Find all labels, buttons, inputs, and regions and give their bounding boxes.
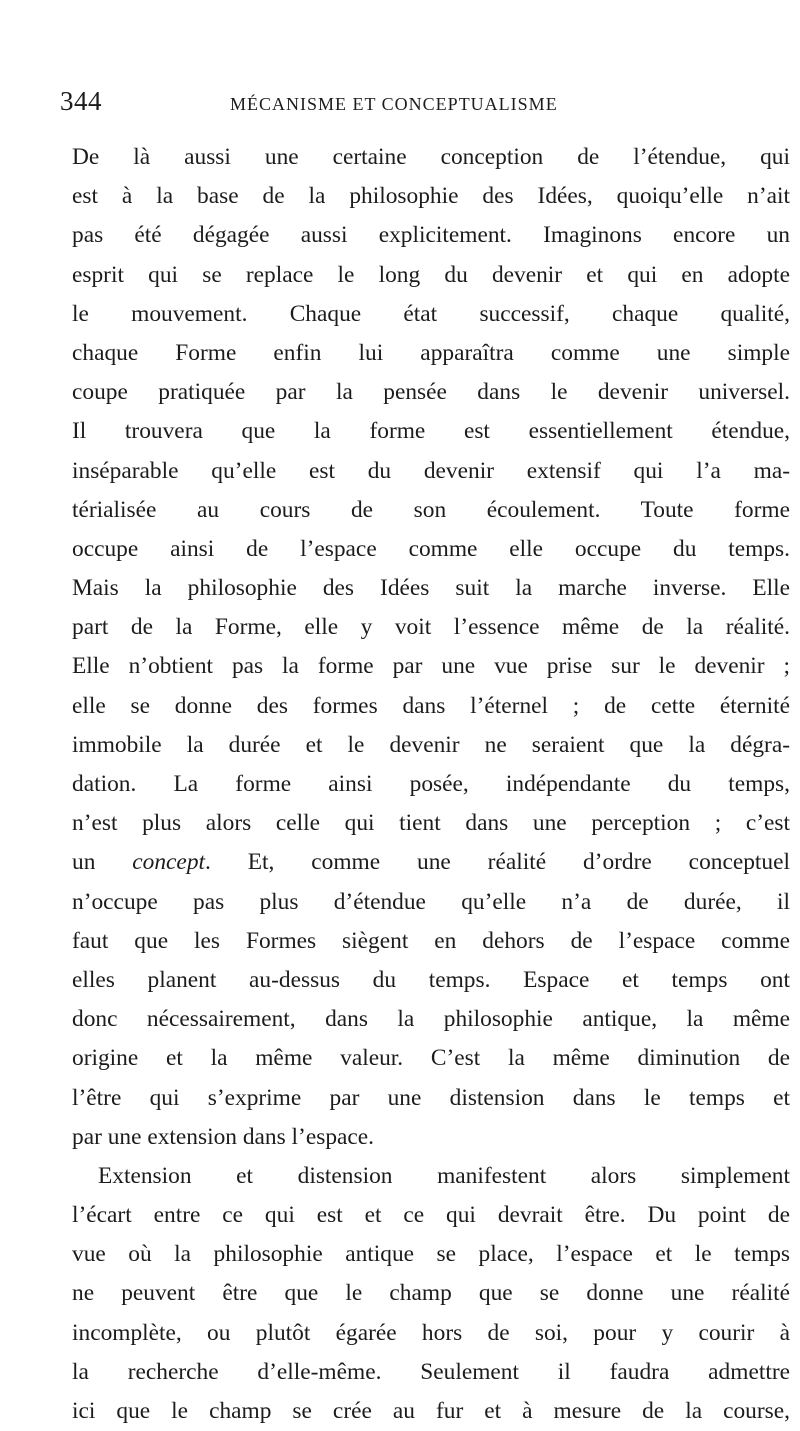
text-line: Elle n’obtient pas la forme par une vue prise sur le devenir ; <box>72 653 790 680</box>
text-line: ne peuvent être que le champ que se donne une réalité <box>72 1280 790 1307</box>
text-line: elles planent au-dessus du temps. Espace et temps ont <box>72 966 790 993</box>
text-line: occupe ainsi de l’espace comme elle occupe du temps. <box>72 535 790 562</box>
text-line: donc nécessairement, dans la philosophie antique, la même <box>72 1006 790 1033</box>
text-line: n’occupe pas plus d’étendue qu’elle n’a de durée, il <box>72 888 790 915</box>
text-line: elle se donne des formes dans l’éternel ; de cette éternité <box>72 692 790 719</box>
text-line: l’écart entre ce qui est et ce qui devrait être. Du point de <box>72 1202 790 1229</box>
text-line: ici que le champ se crée au fur et à mesure de la course, <box>72 1398 790 1424</box>
text-line: esprit qui se replace le long du devenir et qui en adopte <box>72 261 790 288</box>
text-line: térialisée au cours de son écoulement. Toute forme <box>72 496 790 523</box>
text-line: pas été dégagée aussi explicitement. Imaginons encore un <box>72 222 790 249</box>
text-line-with-italic <box>72 843 790 882</box>
text-line: n’est plus alors celle qui tient dans une perception ; c’est <box>72 810 790 837</box>
text-line: Il trouvera que la forme est essentiellement étendue, <box>72 418 790 445</box>
paragraph-first-line: Extension et distension manifestent alors simplement <box>98 1162 790 1189</box>
italic-term: concept <box>132 849 206 876</box>
text-line: De là aussi une certaine conception de l’étendue, qui <box>72 144 790 170</box>
text-fragment: un <box>72 849 96 876</box>
text-line: incomplète, ou plutôt égarée hors de soi, pour y courir à <box>72 1319 790 1346</box>
body-text <box>72 138 790 1431</box>
text-line: la recherche d’elle-même. Seulement il faudra admettre <box>72 1358 790 1385</box>
text-line: faut que les Formes siègent en dehors de l’espace comme <box>72 927 790 954</box>
text-line: l’être qui s’exprime par une distension dans le temps et <box>72 1084 790 1111</box>
text-line: est à la base de la philosophie des Idées, quoiqu’elle n’ait <box>72 183 790 210</box>
paragraph-last-line: par une extension dans l’espace. <box>72 1123 375 1150</box>
text-line: le mouvement. Chaque état successif, chaque qualité, <box>72 300 790 327</box>
text-line: origine et la même valeur. C’est la même diminution de <box>72 1045 790 1072</box>
running-head <box>60 86 780 126</box>
text-line: vue où la philosophie antique se place, l’espace et le temps <box>72 1241 790 1268</box>
text-line: inséparable qu’elle est du devenir extensif qui l’a ma- <box>72 457 790 484</box>
text-line: coupe pratiquée par la pensée dans le devenir universel. <box>72 379 790 406</box>
text-line: chaque Forme enfin lui apparaîtra comme une simple <box>72 339 790 366</box>
text-fragment: . Et, comme une réalité d’ordre conceptuel <box>205 849 790 876</box>
text-line: dation. La forme ainsi posée, indépendante du temps, <box>72 771 790 797</box>
text-line: Mais la philosophie des Idées suit la marche inverse. Elle <box>72 575 790 602</box>
text-line: immobile la durée et le devenir ne seraient que la dégra- <box>72 731 790 758</box>
running-title: MÉCANISME ET CONCEPTUALISME <box>230 94 558 114</box>
text-line: part de la Forme, elle y voit l’essence même de la réalité. <box>72 614 790 641</box>
page-number: 344 <box>60 86 102 116</box>
